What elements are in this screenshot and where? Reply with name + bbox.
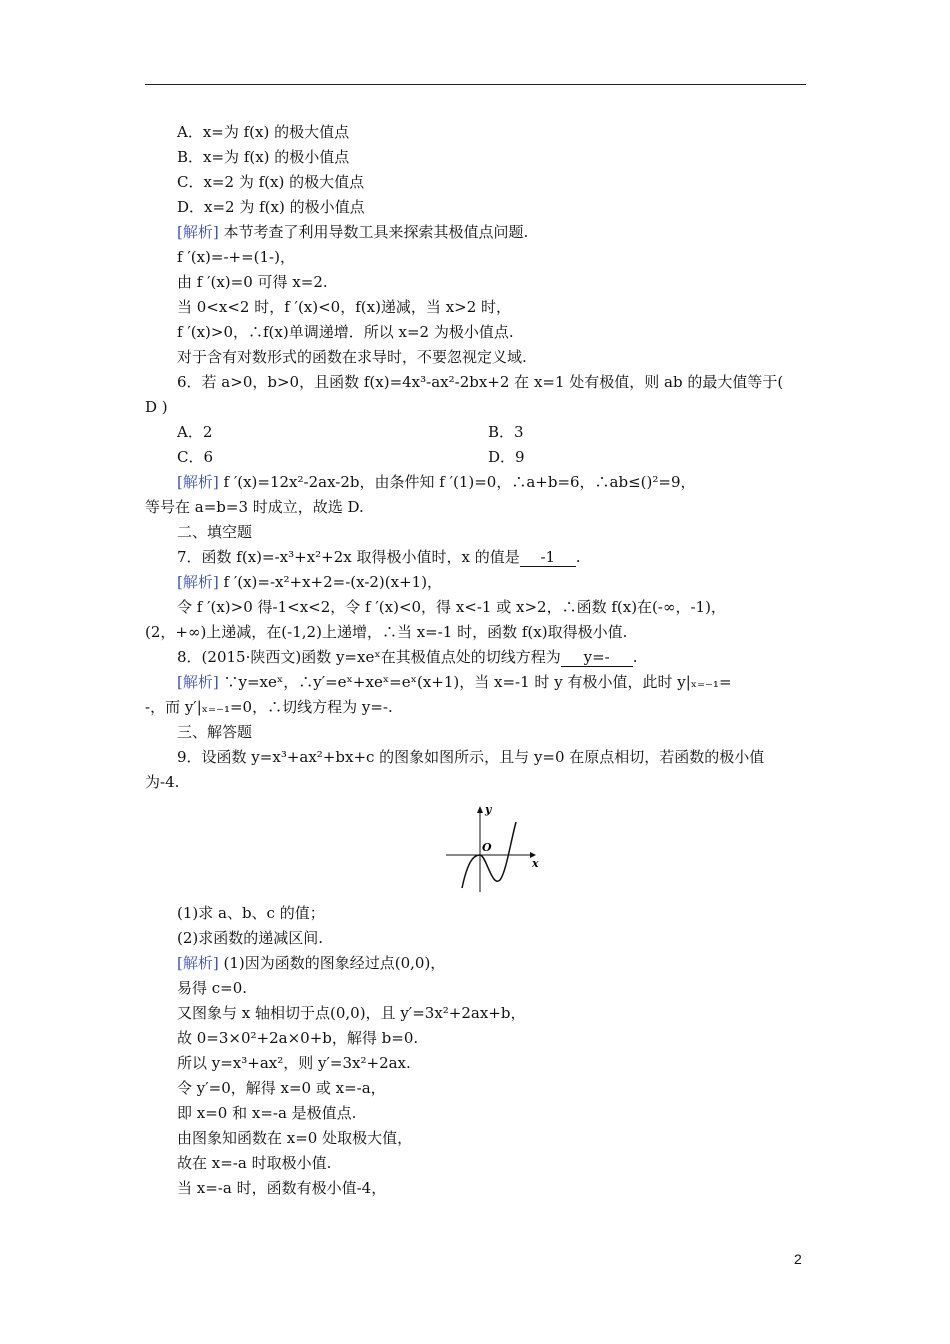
analysis-tag: [解析]	[177, 673, 219, 691]
q8-analysis-line	[177, 671, 732, 693]
q9-stem-cont: 为-4.	[145, 773, 180, 791]
q8-period: .	[632, 648, 638, 666]
analysis-tag: [解析]	[177, 573, 219, 591]
q9-stem: 9．设函数 y=x³+ax²+bx+c 的图象如图所示，且与 y=0 在原点相切，若函数的极小值	[177, 748, 765, 766]
q5-line: 当 0<x<2 时，f ′(x)<0，f(x)递减，当 x>2 时，	[177, 298, 512, 316]
q8-line: -，而 y′|ₓ₌₋₁=0，∴切线方程为 y=-.	[145, 698, 393, 716]
section-heading: 三、解答题	[177, 723, 253, 741]
q9-line: 所以 y=x³+ax²，则 y′=3x²+2ax.	[177, 1054, 411, 1072]
analysis-text: (1)因为函数的图象经过点(0,0)，	[223, 954, 446, 972]
q7-stem	[177, 546, 581, 568]
q8-text: 8．(2015·陕西文)函数 y=xeˣ在其极值点处的切线方程为	[177, 648, 561, 666]
q9-line: 即 x=0 和 x=-a 是极值点.	[177, 1104, 357, 1122]
q7-line: (2，+∞)上递减，在(-1,2)上递增，∴当 x=-1 时，函数 f(x)取得极小值.	[145, 623, 628, 641]
q5-line: 对于含有对数形式的函数在求导时，不要忽视定义域.	[177, 348, 527, 366]
analysis-tag: [解析]	[177, 954, 219, 972]
q7-period: .	[575, 548, 581, 566]
q6-option-c: C．6	[177, 448, 214, 466]
x-axis-label: x	[532, 857, 539, 870]
q9-line: 故在 x=-a 时取极小值.	[177, 1154, 332, 1172]
q7-line: 令 f ′(x)>0 得-1<x<2，令 f ′(x)<0，得 x<-1 或 x>2，∴函数 f(x)在(-∞，-1)，	[177, 598, 726, 616]
q9-line: 故 0=3×0²+2a×0+b，解得 b=0.	[177, 1029, 419, 1047]
analysis-text: f ′(x)=-x²+x+2=-(x-2)(x+1)，	[223, 573, 443, 591]
option-a: A．x=为 f(x) 的极大值点	[177, 123, 350, 141]
q6-option-a: A．2	[177, 423, 213, 441]
q6-line: 等号在 a=b=3 时成立，故选 D.	[145, 498, 364, 516]
analysis-text: f ′(x)=12x²-2ax-2b，由条件知 f ′(1)=0，∴a+b=6，∴ab≤()²=9，	[223, 473, 696, 491]
q7-analysis-line	[177, 571, 442, 593]
q9-analysis-line	[177, 952, 445, 974]
q9-part2: (2)求函数的递减区间.	[177, 929, 324, 947]
q6-answer: D )	[145, 398, 168, 416]
analysis-tag: [解析]	[177, 223, 219, 241]
q8-answer-blank: y=-	[561, 648, 633, 667]
q5-line: 由 f ′(x)=0 可得 x=2.	[177, 273, 328, 291]
function-graph-figure	[446, 800, 541, 895]
q7-answer-blank: -1	[520, 548, 576, 567]
q5-line: f ′(x)>0，∴f(x)单调递增．所以 x=2 为极小值点.	[177, 323, 514, 341]
q9-line: 又图象与 x 轴相切于点(0,0)，且 y′=3x²+2ax+b，	[177, 1004, 526, 1022]
q7-text: 7．函数 f(x)=-x³+x²+2x 取得极小值时，x 的值是	[177, 548, 520, 566]
q6-option-d: D．9	[488, 448, 525, 466]
q8-stem	[177, 646, 637, 668]
header-rule	[145, 84, 806, 85]
q5-line: f ′(x)=-+=(1-)，	[177, 248, 295, 266]
analysis-tag: [解析]	[177, 473, 219, 491]
option-d: D．x=2 为 f(x) 的极小值点	[177, 198, 365, 216]
analysis-text: 本节考查了利用导数工具来探索其极值点问题.	[223, 223, 529, 241]
q9-part1: (1)求 a、b、c 的值；	[177, 904, 325, 922]
q6-option-b: B．3	[488, 423, 524, 441]
y-axis-arrow	[477, 806, 483, 813]
page-number: 2	[794, 1251, 802, 1267]
q9-line: 易得 c=0.	[177, 979, 248, 997]
q6-analysis-line	[177, 471, 696, 493]
q5-analysis-line	[177, 221, 528, 243]
option-c: C．x=2 为 f(x) 的极大值点	[177, 173, 365, 191]
q6-stem: 6．若 a>0，b>0，且函数 f(x)=4x³-ax²-2bx+2 在 x=1 处有极值，则 ab 的最大值等于(	[177, 373, 784, 391]
q9-line: 由图象知函数在 x=0 处取极大值，	[177, 1129, 413, 1147]
q9-line: 令 y′=0，解得 x=0 或 x=-a，	[177, 1079, 386, 1097]
section-heading: 二、填空题	[177, 523, 253, 541]
analysis-text: ∵y=xeˣ，∴y′=eˣ+xeˣ=eˣ(x+1)，当 x=-1 时 y 有极小值，此时 y|ₓ₌₋₁=	[223, 673, 732, 691]
origin-label: O	[482, 841, 492, 854]
option-b: B．x=为 f(x) 的极小值点	[177, 148, 350, 166]
y-axis-label: y	[485, 803, 492, 816]
q9-line: 当 x=-a 时，函数有极小值-4，	[177, 1179, 387, 1197]
